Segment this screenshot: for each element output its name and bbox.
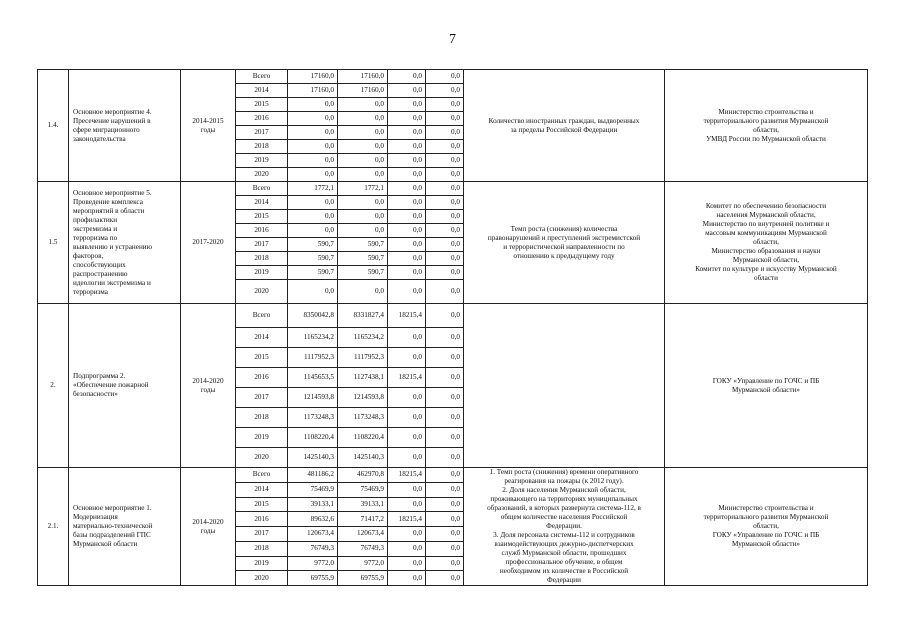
federal-cell: 0,0 [388, 448, 426, 468]
federal-cell: 18215,4 [388, 468, 426, 483]
total-cell: 1425140,3 [288, 448, 338, 468]
federal-cell: 0,0 [388, 348, 426, 368]
regional-cell: 39133,1 [338, 497, 388, 512]
regional-cell: 590,7 [338, 252, 388, 266]
table-row [38, 468, 868, 483]
other-cell: 0,0 [426, 112, 464, 126]
total-cell: 0,0 [288, 112, 338, 126]
total-cell: 1214593,8 [288, 388, 338, 408]
regional-cell: 0,0 [338, 196, 388, 210]
federal-cell: 0,0 [388, 154, 426, 168]
total-cell: 1108220,4 [288, 428, 338, 448]
federal-cell: 0,0 [388, 556, 426, 571]
total-cell: 1145653,5 [288, 368, 338, 388]
total-cell: 17160,0 [288, 70, 338, 84]
year-cell: 2014 [236, 196, 288, 210]
federal-cell: 0,0 [388, 388, 426, 408]
section-period: 2014-2015 годы [181, 70, 236, 182]
federal-cell: 18215,4 [388, 304, 426, 328]
regional-cell: 0,0 [338, 168, 388, 182]
regional-cell: 0,0 [338, 98, 388, 112]
executor-cell: Министерство строительства и территориального развития Мурманской области, УМВД России по Мурманской области [665, 70, 868, 182]
executor-cell: Министерство строительства и территориального развития Мурманской области, ГОКУ «Управление по ГОЧС и ПБ Мурманской области» [665, 468, 868, 586]
other-cell: 0,0 [426, 210, 464, 224]
regional-cell: 0,0 [338, 224, 388, 238]
regional-cell: 69755,9 [338, 571, 388, 586]
total-cell: 76749,3 [288, 541, 338, 556]
total-cell: 0,0 [288, 224, 338, 238]
federal-cell: 0,0 [388, 280, 426, 304]
regional-cell: 0,0 [338, 154, 388, 168]
other-cell: 0,0 [426, 571, 464, 586]
other-cell: 0,0 [426, 252, 464, 266]
federal-cell: 0,0 [388, 482, 426, 497]
year-cell: 2019 [236, 556, 288, 571]
year-cell: 2018 [236, 408, 288, 428]
year-cell: Всего [236, 304, 288, 328]
regional-cell: 1772,1 [338, 182, 388, 196]
year-cell: Всего [236, 70, 288, 84]
regional-cell: 17160,0 [338, 70, 388, 84]
other-cell: 0,0 [426, 388, 464, 408]
other-cell: 0,0 [426, 304, 464, 328]
federal-cell: 0,0 [388, 224, 426, 238]
total-cell: 9772,0 [288, 556, 338, 571]
regional-cell: 76749,3 [338, 541, 388, 556]
year-cell: 2016 [236, 512, 288, 527]
year-cell: 2017 [236, 126, 288, 140]
executor-cell: ГОКУ «Управление по ГОЧС и ПБ Мурманской области» [665, 304, 868, 468]
federal-cell: 0,0 [388, 497, 426, 512]
other-cell: 0,0 [426, 497, 464, 512]
total-cell: 590,7 [288, 252, 338, 266]
regional-cell: 9772,0 [338, 556, 388, 571]
federal-cell: 0,0 [388, 168, 426, 182]
total-cell: 0,0 [288, 154, 338, 168]
year-cell: 2019 [236, 154, 288, 168]
other-cell: 0,0 [426, 448, 464, 468]
federal-cell: 0,0 [388, 428, 426, 448]
regional-cell: 8331827,4 [338, 304, 388, 328]
total-cell: 39133,1 [288, 497, 338, 512]
section-period: 2014-2020 годы [181, 304, 236, 468]
regional-cell: 17160,0 [338, 84, 388, 98]
year-cell: 2014 [236, 482, 288, 497]
total-cell: 1165234,2 [288, 328, 338, 348]
regional-cell: 0,0 [338, 126, 388, 140]
total-cell: 0,0 [288, 98, 338, 112]
year-cell: 2015 [236, 497, 288, 512]
year-cell: 2017 [236, 388, 288, 408]
other-cell: 0,0 [426, 556, 464, 571]
total-cell: 590,7 [288, 238, 338, 252]
year-cell: 2015 [236, 210, 288, 224]
federal-cell: 0,0 [388, 252, 426, 266]
federal-cell: 0,0 [388, 70, 426, 84]
federal-cell: 0,0 [388, 98, 426, 112]
year-cell: 2016 [236, 368, 288, 388]
other-cell: 0,0 [426, 238, 464, 252]
federal-cell: 0,0 [388, 126, 426, 140]
regional-cell: 590,7 [338, 238, 388, 252]
federal-cell: 0,0 [388, 541, 426, 556]
year-cell: 2020 [236, 280, 288, 304]
year-cell: 2018 [236, 252, 288, 266]
other-cell: 0,0 [426, 368, 464, 388]
year-cell: 2017 [236, 238, 288, 252]
regional-cell: 590,7 [338, 266, 388, 280]
total-cell: 8350042,8 [288, 304, 338, 328]
section-name: Основное мероприятие 5. Проведение комплекса мероприятий в области профилактики экстремизма и терроризма по выявлению и устранению факторов, способствующих распространению идеологии экстремизма и терроризма [69, 182, 181, 304]
section-number: 1.5 [38, 182, 69, 304]
other-cell: 0,0 [426, 140, 464, 154]
year-cell: 2014 [236, 84, 288, 98]
regional-cell: 0,0 [338, 112, 388, 126]
table-row [38, 70, 868, 84]
regional-cell: 0,0 [338, 140, 388, 154]
total-cell: 590,7 [288, 266, 338, 280]
regional-cell: 1127438,1 [338, 368, 388, 388]
other-cell: 0,0 [426, 126, 464, 140]
federal-cell: 18215,4 [388, 368, 426, 388]
total-cell: 0,0 [288, 196, 338, 210]
year-cell: 2015 [236, 348, 288, 368]
federal-cell: 0,0 [388, 238, 426, 252]
other-cell: 0,0 [426, 348, 464, 368]
year-cell: 2017 [236, 527, 288, 542]
section-name: Подпрограмма 2. «Обеспечение пожарной безопасности» [69, 304, 181, 468]
total-cell: 69755,9 [288, 571, 338, 586]
regional-cell: 1173248,3 [338, 408, 388, 428]
other-cell: 0,0 [426, 98, 464, 112]
federal-cell: 0,0 [388, 112, 426, 126]
other-cell: 0,0 [426, 266, 464, 280]
federal-cell: 0,0 [388, 408, 426, 428]
other-cell: 0,0 [426, 224, 464, 238]
section-name: Основное мероприятие 1. Модернизация материально-технической базы подразделений ГПС Мурманской области [69, 468, 181, 586]
other-cell: 0,0 [426, 70, 464, 84]
other-cell: 0,0 [426, 84, 464, 98]
year-cell: Всего [236, 468, 288, 483]
year-cell: 2019 [236, 266, 288, 280]
year-cell: 2015 [236, 98, 288, 112]
total-cell: 1117952,3 [288, 348, 338, 368]
total-cell: 481186,2 [288, 468, 338, 483]
other-cell: 0,0 [426, 541, 464, 556]
regional-cell: 75469,9 [338, 482, 388, 497]
total-cell: 17160,0 [288, 84, 338, 98]
total-cell: 0,0 [288, 280, 338, 304]
section-period: 2014-2020 годы [181, 468, 236, 586]
federal-cell: 0,0 [388, 571, 426, 586]
executor-cell: Комитет по обеспечению безопасности населения Мурманской области, Министерство по внутренней политике и массовым коммуникациям Мурманской области, Министерство образования и науки Мурманской области, Комитет по культуре и искусству Мурманской области [665, 182, 868, 304]
table-row [38, 182, 868, 196]
federal-cell: 0,0 [388, 210, 426, 224]
federal-cell: 0,0 [388, 266, 426, 280]
other-cell: 0,0 [426, 468, 464, 483]
regional-cell: 0,0 [338, 280, 388, 304]
total-cell: 0,0 [288, 140, 338, 154]
other-cell: 0,0 [426, 154, 464, 168]
year-cell: Всего [236, 182, 288, 196]
other-cell: 0,0 [426, 168, 464, 182]
other-cell: 0,0 [426, 196, 464, 210]
section-name: Основное мероприятие 4. Пресечение нарушений в сфере миграционного законодательства [69, 70, 181, 182]
year-cell: 2020 [236, 571, 288, 586]
regional-cell: 71417,2 [338, 512, 388, 527]
regional-cell: 1165234,2 [338, 328, 388, 348]
total-cell: 1772,1 [288, 182, 338, 196]
federal-cell: 0,0 [388, 328, 426, 348]
federal-cell: 0,0 [388, 84, 426, 98]
federal-cell: 0,0 [388, 196, 426, 210]
year-cell: 2019 [236, 428, 288, 448]
other-cell: 0,0 [426, 408, 464, 428]
regional-cell: 1108220,4 [338, 428, 388, 448]
section-period: 2017-2020 [181, 182, 236, 304]
regional-cell: 1425140,3 [338, 448, 388, 468]
other-cell: 0,0 [426, 280, 464, 304]
regional-cell: 1117952,3 [338, 348, 388, 368]
section-number: 2.1. [38, 468, 69, 586]
section-number: 1.4. [38, 70, 69, 182]
regional-cell: 120673,4 [338, 527, 388, 542]
regional-cell: 1214593,8 [338, 388, 388, 408]
total-cell: 120673,4 [288, 527, 338, 542]
federal-cell: 18215,4 [388, 512, 426, 527]
regional-cell: 462970,8 [338, 468, 388, 483]
total-cell: 0,0 [288, 210, 338, 224]
section-number: 2. [38, 304, 69, 468]
year-cell: 2018 [236, 541, 288, 556]
federal-cell: 0,0 [388, 182, 426, 196]
other-cell: 0,0 [426, 482, 464, 497]
other-cell: 0,0 [426, 512, 464, 527]
indicator-cell: 1. Темп роста (снижения) времени оперативного реагирования на пожары (к 2012 году). 2. Доля населения Мурманской области, проживающего на территориях муниципальных образований, в которых развернута система-112, в общем количестве населения Российской Федерации. 3. Доля персонала системы-112 и сотрудников взаимодействующих дежурно-диспетчерских служб Мурманской области, прошедших профессиональное обучение, в общем необходимом их количестве в Российской Федерации [464, 468, 665, 586]
total-cell: 1173248,3 [288, 408, 338, 428]
year-cell: 2016 [236, 112, 288, 126]
indicator-cell [464, 304, 665, 468]
year-cell: 2020 [236, 168, 288, 182]
federal-cell: 0,0 [388, 140, 426, 154]
page-number: 7 [449, 32, 456, 47]
total-cell: 0,0 [288, 126, 338, 140]
year-cell: 2020 [236, 448, 288, 468]
table-row [38, 304, 868, 328]
total-cell: 0,0 [288, 168, 338, 182]
indicator-cell: Количество иностранных граждан, выдворенных за пределы Российской Федерации [464, 70, 665, 182]
other-cell: 0,0 [426, 527, 464, 542]
total-cell: 75469,9 [288, 482, 338, 497]
year-cell: 2014 [236, 328, 288, 348]
year-cell: 2016 [236, 224, 288, 238]
other-cell: 0,0 [426, 428, 464, 448]
program-table [37, 69, 868, 586]
regional-cell: 0,0 [338, 210, 388, 224]
total-cell: 89632,6 [288, 512, 338, 527]
federal-cell: 0,0 [388, 527, 426, 542]
other-cell: 0,0 [426, 328, 464, 348]
other-cell: 0,0 [426, 182, 464, 196]
indicator-cell: Темп роста (снижения) количества правонарушений и преступлений экстремистской и террористической направленности по отношению к предыдущему году [464, 182, 665, 304]
year-cell: 2018 [236, 140, 288, 154]
